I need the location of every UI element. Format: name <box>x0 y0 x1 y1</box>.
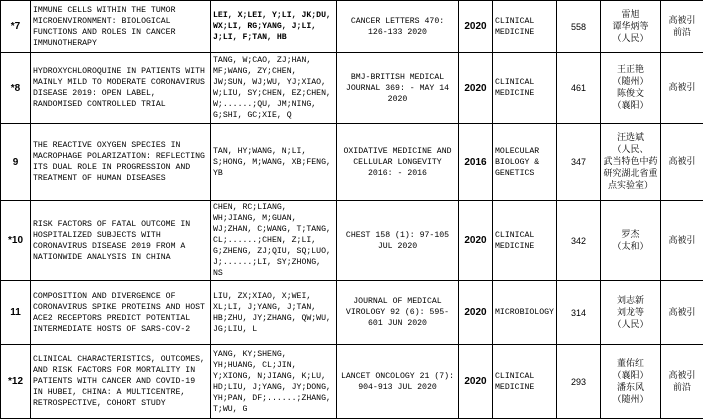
rank-cell: *12 <box>1 345 31 419</box>
journal-cell: LANCET ONCOLOGY 21 (7): 904-913 JUL 2020 <box>337 345 459 419</box>
table-row <box>1 1 703 53</box>
tag-cell: 高被引 <box>661 201 703 281</box>
title-cell: HYDROXYCHLOROQUINE IN PATIENTS WITH MAINLY MILD TO MODERATE CORONAVIRUS DISEASE 2019: OPEN LABEL, RANDOMISED CONTROLLED TRIAL <box>31 53 211 124</box>
year-cell: 2020 <box>459 281 493 345</box>
field-cell: CLINICAL MEDICINE <box>493 345 557 419</box>
title-cell: COMPOSITION AND DIVERGENCE OF CORONAVIRUS SPIKE PROTEINS AND HOST ACE2 RECEPTORS PREDICT POTENTIAL INTERMEDIATE HOSTS OF SARS-COV-2 <box>31 281 211 345</box>
table-row <box>1 281 703 345</box>
authors-cell: LEI, X;LEI, Y;LI, JK;DU, WX;LI, RG;YANG, J;LI, J;LI, F;TAN, HB <box>211 1 337 53</box>
journal-cell: BMJ-BRITISH MEDICAL JOURNAL 369: - MAY 14 2020 <box>337 53 459 124</box>
unit-cell: 罗杰 （太和） <box>601 201 661 281</box>
authors-cell: TANG, W;CAO, ZJ;HAN, MF;WANG, ZY;CHEN, JW;SUN, WJ;WU, YJ;XIAO, W;LIU, SY;CHEN, EZ;CHEN, W;......;QU, JM;NING, G;SHI, GC;XIE, Q <box>211 53 337 124</box>
unit-cell: 雷旭 谭华炳等 （人民） <box>601 1 661 53</box>
rank-cell: 9 <box>1 124 31 201</box>
title-cell: CLINICAL CHARACTERISTICS, OUTCOMES, AND RISK FACTORS FOR MORTALITY IN PATIENTS WITH CANCER AND COVID-19 IN HUBEI, CHINA: A MULTICENTRE, RETROSPECTIVE, COHORT STUDY <box>31 345 211 419</box>
table-row <box>1 124 703 201</box>
title-cell: IMMUNE CELLS WITHIN THE TUMOR MICROENVIRONMENT: BIOLOGICAL FUNCTIONS AND ROLES IN CANCER IMMUNOTHERAPY <box>31 1 211 53</box>
journal-cell: OXIDATIVE MEDICINE AND CELLULAR LONGEVITY 2016: - 2016 <box>337 124 459 201</box>
tag-cell: 高被引 <box>661 281 703 345</box>
tag-cell: 高被引 前沿 <box>661 345 703 419</box>
rank-cell: *8 <box>1 53 31 124</box>
citations-cell: 314 <box>557 281 601 345</box>
authors-cell: LIU, ZX;XIAO, X;WEI, XL;LI, J;YANG, J;TAN, HB;ZHU, JY;ZHANG, QW;WU, JG;LIU, L <box>211 281 337 345</box>
year-cell: 2020 <box>459 201 493 281</box>
tag-cell: 高被引 <box>661 53 703 124</box>
tag-cell: 高被引 <box>661 124 703 201</box>
citations-cell: 347 <box>557 124 601 201</box>
year-cell: 2020 <box>459 1 493 53</box>
authors-cell: TAN, HY;WANG, N;LI, S;HONG, M;WANG, XB;FENG, YB <box>211 124 337 201</box>
year-cell: 2020 <box>459 345 493 419</box>
unit-cell: 王正艳 （随州） 陈俊文 （襄阳） <box>601 53 661 124</box>
authors-cell: YANG, KY;SHENG, YH;HUANG, CL;JIN, Y;XIONG, N;JIANG, K;LU, HD;LIU, J;YANG, JY;DONG, YH;PAN, DF;......;ZHANG, T;WU, G <box>211 345 337 419</box>
field-cell: MICROBIOLOGY <box>493 281 557 345</box>
citations-cell: 558 <box>557 1 601 53</box>
field-cell: CLINICAL MEDICINE <box>493 201 557 281</box>
field-cell: MOLECULAR BIOLOGY & GENETICS <box>493 124 557 201</box>
citations-cell: 461 <box>557 53 601 124</box>
field-cell: CLINICAL MEDICINE <box>493 53 557 124</box>
rank-cell: *7 <box>1 1 31 53</box>
unit-cell: 刘志新 刘龙等 （人民） <box>601 281 661 345</box>
journal-cell: CHEST 158 (1): 97-105 JUL 2020 <box>337 201 459 281</box>
year-cell: 2016 <box>459 124 493 201</box>
field-cell: CLINICAL MEDICINE <box>493 1 557 53</box>
rank-cell: *10 <box>1 201 31 281</box>
rank-cell: 11 <box>1 281 31 345</box>
citations-cell: 342 <box>557 201 601 281</box>
year-cell: 2020 <box>459 53 493 124</box>
table-row <box>1 201 703 281</box>
unit-cell: 汪选斌 （人民、 武当特色中药 研究湖北省重 点实验室） <box>601 124 661 201</box>
journal-cell: CANCER LETTERS 470: 126-133 2020 <box>337 1 459 53</box>
authors-cell: CHEN, RC;LIANG, WH;JIANG, M;GUAN, WJ;ZHAN, C;WANG, T;TANG, CL;......;CHEN, Z;LI, G;ZHENG, ZJ;QIU, SQ;LUO, J;......;LI, SY;ZHONG, NS <box>211 201 337 281</box>
title-cell: RISK FACTORS OF FATAL OUTCOME IN HOSPITALIZED SUBJECTS WITH CORONAVIRUS DISEASE 2019 FROM A NATIONWIDE ANALYSIS IN CHINA <box>31 201 211 281</box>
journal-cell: JOURNAL OF MEDICAL VIROLOGY 92 (6): 595-601 JUN 2020 <box>337 281 459 345</box>
unit-cell: 董佑红 （襄阳） 潘东风 （随州） <box>601 345 661 419</box>
tag-cell: 高被引 前沿 <box>661 1 703 53</box>
table-row <box>1 53 703 124</box>
table-row <box>1 345 703 419</box>
citations-cell: 293 <box>557 345 601 419</box>
title-cell: THE REACTIVE OXYGEN SPECIES IN MACROPHAGE POLARIZATION: REFLECTING ITS DUAL ROLE IN PROGRESSION AND TREATMENT OF HUMAN DISEASES <box>31 124 211 201</box>
